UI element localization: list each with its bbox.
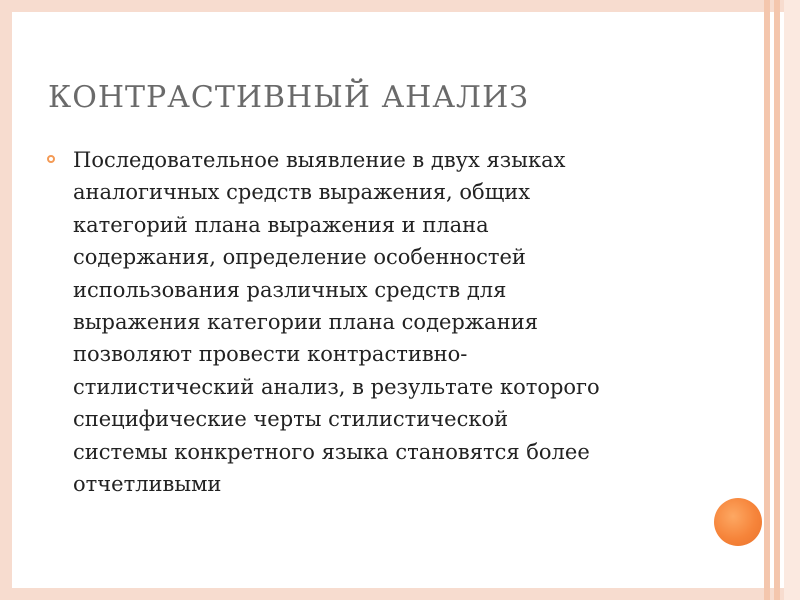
bullet-text: Последовательное выявление в двух языках аналогичных средств выражения, общих категорий плана выражения и плана содержания, определение особенностей использования различных средств для выражения категории плана содержания позволяют провести контрастивно- стилистический анализ, в результате которого специфические черты стилистической системы конкретного языка становятся более отчетливыми: [73, 148, 600, 497]
right-border-band: [784, 0, 800, 600]
slide-title: КОНТРАСТИВНЫЙ АНАЛИЗ: [48, 80, 529, 115]
frame-bottom-border: [0, 588, 800, 600]
right-border-stripe: [774, 0, 780, 600]
ring-bullet-icon: [47, 155, 55, 163]
right-border-stripe: [764, 0, 770, 600]
orange-circle-icon: [714, 498, 762, 546]
frame-left-border: [0, 0, 12, 600]
frame-top-border: [0, 0, 800, 12]
